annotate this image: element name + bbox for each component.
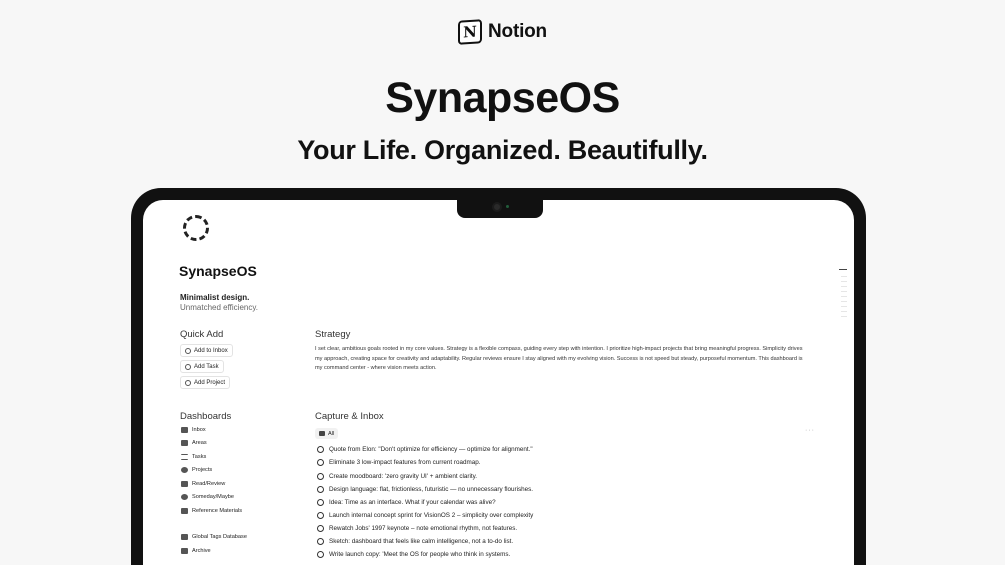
add-circle-icon <box>185 348 191 354</box>
tagline <box>180 293 258 313</box>
pie-chart-icon <box>181 467 188 473</box>
dashed-circle-icon[interactable] <box>183 215 209 241</box>
outline-marker[interactable] <box>841 296 847 297</box>
tablet-screen <box>143 200 854 565</box>
dashboard-link-inbox[interactable] <box>181 427 206 433</box>
book-icon <box>181 481 188 487</box>
dashboard-link-tasks[interactable] <box>181 454 206 460</box>
brand-header <box>0 20 1005 44</box>
tagline-line-1: Minimalist design. <box>180 293 250 302</box>
outline-marker-active[interactable] <box>839 269 847 270</box>
outline-marker[interactable] <box>841 306 847 307</box>
outline-marker[interactable] <box>841 316 847 317</box>
page-title: SynapseOS <box>179 263 257 279</box>
strategy-text: I set clear, ambitious goals rooted in my core values. Strategy is a flexible compass, guiding every step with intention. I prioritize high-impact projects that bring meaningful progress. Simplicity drives my approach, creating space for creativity and adaptability. Regular reviews ensure I stay aligned with my evolving vision. Success is not speed but steady, purposeful momentum. This dashboard is my command center - where vision meets action. <box>315 346 803 372</box>
tagline-line-2: Unmatched efficiency. <box>180 303 258 312</box>
outline-marker[interactable] <box>841 276 847 277</box>
dashboard-link-reference-materials[interactable] <box>181 508 242 514</box>
camera-icon <box>492 202 502 212</box>
list-item-text: Idea: Time as an interface. What if your calendar was alive? <box>329 499 496 506</box>
database-icon <box>181 440 188 446</box>
outline-marker[interactable] <box>841 301 847 302</box>
table-icon <box>319 431 325 436</box>
dashboard-link-label: Someday/Maybe <box>192 494 234 500</box>
dashboards-heading: Dashboards <box>180 411 232 422</box>
add-circle-icon <box>185 380 191 386</box>
lightbulb-icon <box>181 494 188 500</box>
inbox-icon <box>181 427 188 433</box>
checkbox-icon[interactable] <box>317 538 324 545</box>
list-item[interactable] <box>317 473 477 480</box>
outline-marker[interactable] <box>841 311 847 312</box>
dashboard-link-global-tags[interactable] <box>181 534 247 540</box>
checkbox-icon[interactable] <box>317 473 324 480</box>
list-item-text: Eliminate 3 low-impact features from current roadmap. <box>329 459 481 466</box>
outline-marker[interactable] <box>841 286 847 287</box>
add-circle-icon <box>185 364 191 370</box>
checkbox-icon[interactable] <box>317 499 324 506</box>
add-project-button[interactable] <box>180 376 230 389</box>
dashboard-link-archive[interactable] <box>181 548 211 554</box>
checkbox-icon[interactable] <box>317 459 324 466</box>
checkbox-icon[interactable] <box>317 525 324 532</box>
camera-indicator <box>506 205 509 208</box>
brand-name: Notion <box>488 21 547 42</box>
dashboard-link-areas[interactable] <box>181 440 207 446</box>
dashboard-link-label: Global Tags Database <box>192 534 247 540</box>
dashboard-link-label: Inbox <box>192 427 206 433</box>
capture-heading: Capture & Inbox <box>315 411 384 422</box>
dashboard-link-label: Projects <box>192 467 213 473</box>
checkbox-icon[interactable] <box>317 486 324 493</box>
dashboard-link-label: Read/Review <box>192 481 226 487</box>
list-item-text: Quote from Elon: "Don't optimize for efficiency — optimize for alignment." <box>329 446 533 453</box>
checkbox-icon[interactable] <box>317 446 324 453</box>
list-item-text: Launch internal concept sprint for VisionOS 2 – simplicity over complexity <box>329 512 534 519</box>
dashboard-link-label: Reference Materials <box>192 508 243 514</box>
notion-logo-icon: N <box>458 19 482 45</box>
dashboard-link-label: Areas <box>192 440 207 446</box>
list-item-text: Sketch: dashboard that feels like calm intelligence, not a to-do list. <box>329 538 514 545</box>
list-item[interactable] <box>317 459 481 466</box>
tag-icon <box>181 534 188 540</box>
dashboard-link-someday-maybe[interactable] <box>181 494 234 500</box>
add-task-button[interactable] <box>180 360 224 373</box>
quick-add-heading: Quick Add <box>180 329 224 340</box>
folder-icon <box>181 508 188 514</box>
outline-marker[interactable] <box>841 291 847 292</box>
hero-subtitle: Your Life. Organized. Beautifully. <box>297 135 708 165</box>
list-item[interactable] <box>317 538 513 545</box>
list-item-text: Rewatch Jobs' 1997 keynote – note emotional rhythm, not features. <box>329 525 518 532</box>
list-item-text: Create moodboard: 'zero gravity UI' + ambient clarity. <box>329 473 478 480</box>
list-item[interactable] <box>317 525 517 532</box>
outline-marker[interactable] <box>841 281 847 282</box>
button-label: Add to Inbox <box>194 347 228 354</box>
strategy-heading: Strategy <box>315 329 351 340</box>
hero-title: SynapseOS <box>385 74 620 122</box>
dashboard-link-label: Tasks <box>192 454 207 460</box>
dashboard-link-read-review[interactable] <box>181 481 225 487</box>
archive-icon <box>181 548 188 554</box>
checkbox-icon[interactable] <box>317 551 324 558</box>
list-item[interactable] <box>317 512 533 519</box>
list-icon <box>181 454 188 460</box>
dashboard-link-label: Archive <box>192 548 211 554</box>
more-options-icon[interactable]: ··· <box>805 427 815 434</box>
list-item[interactable] <box>317 446 533 453</box>
list-item[interactable] <box>317 499 496 506</box>
checkbox-icon[interactable] <box>317 512 324 519</box>
button-label: Add Project <box>194 379 226 386</box>
list-item-text: Design language: flat, frictionless, futuristic — no unnecessary flourishes. <box>329 486 534 493</box>
list-item[interactable] <box>317 551 510 558</box>
add-to-inbox-button[interactable] <box>180 344 233 357</box>
filter-label: All <box>328 430 335 437</box>
list-item[interactable] <box>317 486 533 493</box>
button-label: Add Task <box>194 363 219 370</box>
filter-all-tab[interactable] <box>315 428 338 439</box>
list-item-text: Write launch copy: 'Meet the OS for people who think in systems. <box>329 551 511 558</box>
dashboard-link-projects[interactable] <box>181 467 212 473</box>
